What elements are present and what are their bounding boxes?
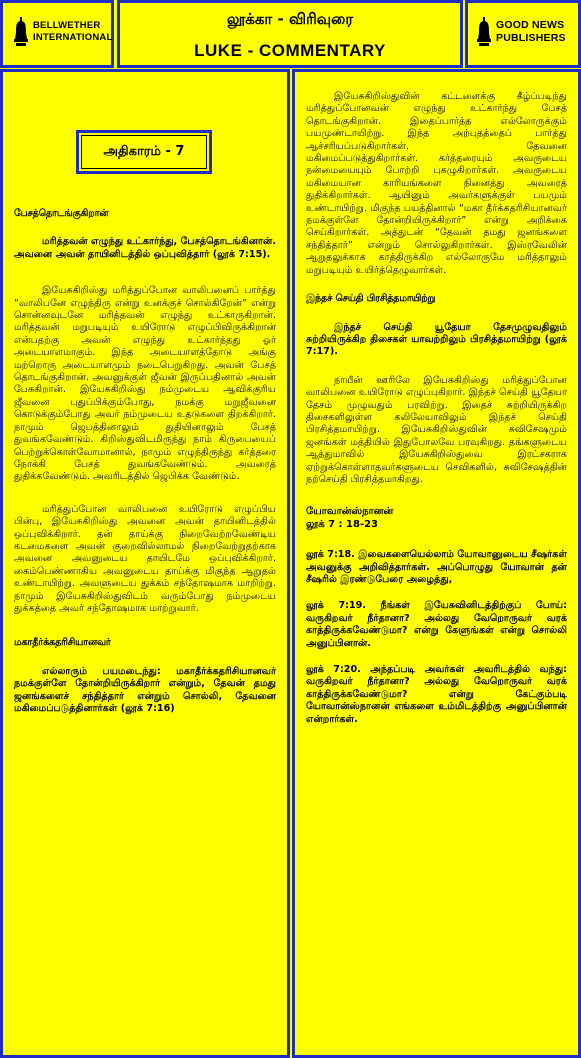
section-heading [306, 506, 567, 531]
logo-line-1: GOOD NEWS [496, 19, 565, 31]
logo-line-2: PUBLISHERS [496, 32, 566, 44]
verse-text: லூக் 7:19. நீங்கள் இயேசுவினிடத்திற்குப் போய்: வருகிறவர் நீர்தானா? அல்லது வேறொருவர் வரக் காத்திருக்கவேண்டுமா? என்று கேளுங்கள் என்று சொல்லி அனுப்பினான். [306, 600, 567, 649]
left-column [0, 69, 290, 1058]
section-heading: இந்தச் செய்தி பிரசித்தமாயிற்று [306, 293, 436, 305]
paragraph: மரித்துப்போன வாலிபனை உயிரோடு எழுப்பிய பின்பு, இயேசுகிறிஸ்து அவனை அவன் தாயினிடத்தில் ஒப்புவிக்கிறார். தன் தாய்க்கு நிறைவேற்றவேண்டிய கடமைகளை அவன் குறைவில்லாமல் நிறைவேற்றுதற்காக அவனை அவனுடைய தாயிடமே ஒப்புவிக்கிறார். கைம்பெண்ணாகிய அவனுடைய தாய்க்கு மிகுந்த ஆறுதல் உண்டாயிற்று. அவளுடைய துக்கம் சந்தோஷமாக மாறிற்று. நாமும் இயேசுகிறிஸ்துவிடம் வரும்போது நம்முடைய துக்கத்தை அவர் சந்தோஷமாக மாற்றுவார். [14, 503, 276, 614]
bellwether-logo [13, 17, 112, 47]
page-title-tamil: லூக்கா - விரிவுரை [226, 10, 354, 28]
good-news-logo [476, 17, 566, 47]
verse-quote: இந்தச் செய்தி யூதேயா தேசமுழுவதிலும் சுற்றியிருக்கிற திசைகள் யாவற்றிலும் பிரசித்தமாயிற்று (லூக் 7:17). [306, 321, 567, 358]
right-column [292, 69, 581, 1058]
verse-quote: மரித்தவன் எழுந்து உட்கார்ந்து, பேசத்தொடங்கினான். அவனை அவன் தாயினிடத்தில் ஒப்புவித்தார் (லூக் 7:15). [14, 236, 276, 260]
right-column-content [306, 91, 567, 740]
verse-quote: எல்லாரும் பயமடைந்து: மகாதீர்க்கதரிசியானவர் நமக்குள்ளே தோன்றியிருக்கிறார் என்றும், தேவன் தமது ஜனங்களைச் சந்தித்தார் என்றும் சொல்லி, தேவனை மகிமைப்படுத்தினார்கள் (லூக் 7:16) [14, 665, 276, 714]
left-logo-panel [0, 0, 114, 68]
section-heading: மகாதீர்க்கதரிசியானவர் [14, 637, 111, 649]
section-heading: பேசத்தொடங்குகிறான் [14, 208, 109, 219]
bell-icon [476, 17, 492, 47]
title-panel [117, 0, 463, 68]
bell-icon [13, 17, 29, 47]
verse-text: லூக் 7:18. இவைகளையெல்லாம் யோவானுடைய சீஷர்கள் அவனுக்கு அறிவித்தார்கள். அப்பொழுது யோவான் தன் சீஷரில் இரண்டுபேரை அழைத்து, [306, 549, 567, 585]
verse-text: லூக் 7:20. அந்தப்படி அவர்கள் அவரிடத்தில் வந்து: வருகிறவர் நீர்தானா? அல்லது வேறொருவர் வரக் காத்திருக்கவேண்டுமா? என்று கேட்கும்படி யோவான்ஸ்நானன் எங்களை உம்மிடத்திற்கு அனுப்பினான் என்றார்கள். [306, 664, 567, 725]
section-title: யோவான்ஸ்நானன் [306, 506, 394, 518]
paragraph: நாயீன் ஊரிலே இயேசுகிறிஸ்து மரித்துப்போன வாலிபனை உயிரோடு எழுப்புகிறார். இந்தச் செய்தி யூதேயா தேசம் முழுவதும் பரவிற்று. இதைச் சுற்றியிருக்கிற திசைகளிலுள்ள கலிலேயாவிலும் இந்தச் செய்தி பிரசித்தமாயிற்று. இயேசுகிறிஸ்துவின் சுவிசேஷமும் ஜனங்கள் மத்தியில் இதுபோலவே பரவுகிறது. தங்களுடைய ஆத்துமாவில் இயேசுகிறிஸ்துவை இரட்சகராக ஏற்றுக்கொள்ளாதவர்களுடைய செவிகளில், சுவிசேஷத்தின் நற்செய்தி பிரசித்தமாகிறது. [306, 374, 567, 485]
right-logo-panel [465, 0, 581, 68]
section-reference: லூக் 7 : 18-23 [306, 518, 379, 530]
chapter-heading: அதிகாரம் - 7 [76, 130, 212, 174]
page-title-english: LUKE - COMMENTARY [194, 41, 386, 60]
left-column-content [14, 208, 276, 729]
paragraph: இயேசுகிறிஸ்து மரித்துப்போன வாலிபனைப் பார்த்து “வாலிபனே எழுந்திரு என்று உனக்குச் சொல்கிறேன்” என்று சொன்னவுடனே மரித்தவன் எழுந்து உட்காருகிறான். மரித்தவன் மறுபடியும் உயிரோடு எழுப்பிவிருக்கிறான் என்பதற்கு அவன் எழுந்து உட்கார்ந்தது ஓர் அடையாளமாகும். இந்த அடையாளத்தோடு அங்கு மற்றொரு அடையாளமும் நடைபெறுகிறது. அவன் பேசத் தொடங்குகிறான். அவனுக்குள் ஜீவன் இருப்பதினால் அவன் பேசுகிறான். இயேசுகிறிஸ்து நம்முடைய ஆவிக்குரிய ஜீவனை புதுப்பிக்கும்போது, நமக்கு மறுஜீவனை கொடுக்கும்போது அவர் நம்முடைய உதடுகளை திறக்கிறார். நாமும் ஜெபத்தினாலும் துதியினாலும் பேசத் துவங்கவேண்டும். கிறிஸ்துவிடமிருந்து நாம் கிருபையைப் பெற்றுக்கொள்வோமானால், நாமும் எழுந்திருந்து கர்த்தரை நோக்கி பேசத் துவங்கவேண்டும். அவரைத் துதிக்கவேண்டும். அவரிடத்தில் ஜெபிக்க வேண்டும். [14, 285, 276, 483]
logo-line-2: INTERNATIONAL [33, 32, 113, 43]
paragraph: இயேசுகிறிஸ்துவின் கட்டளைக்கு கீழ்ப்படிந்து மரித்துப்போனவன் எழுந்து உட்கார்ந்து பேசத் தொடங்குகிறான். இதைப்பார்த்த எல்லோருக்கும் பயமுண்டாயிற்று. இந்த அற்புதத்தைப் பார்த்து ஆச்சரியப்படுகிறார்கள். தேவனை மகிமைப்படுத்துகிறார்கள். கர்த்தரையும் அவருடைய நன்மையையும் போற்றி புகழுகிறார்கள். அவருடைய மகிமையான காரியங்களை நினைத்து அவரைத் துதிக்கிறார்கள். ஆயினும் அவர்களுக்குள் பயமும் உண்டாயிற்று. மிகுந்த பயத்தினால் “மகா தீர்க்கதரிசியானவர் நமக்குள்ளே தோன்றியிருக்கிறார்” என்று அறிக்கை செய்கிறார்கள். அத்துடன் “தேவன் தமது ஜனங்களை சந்தித்தார்” என்றும் சொல்லுகிறார்கள். இஸ்ரவேலின் ஆறுதலுக்காக காத்திருக்கிற எல்லோருமே மரித்தாலும் மறுபடியும் உயிர்த்தெழுவார்கள். [306, 91, 567, 276]
logo-line-1: BELLWETHER [33, 20, 101, 31]
